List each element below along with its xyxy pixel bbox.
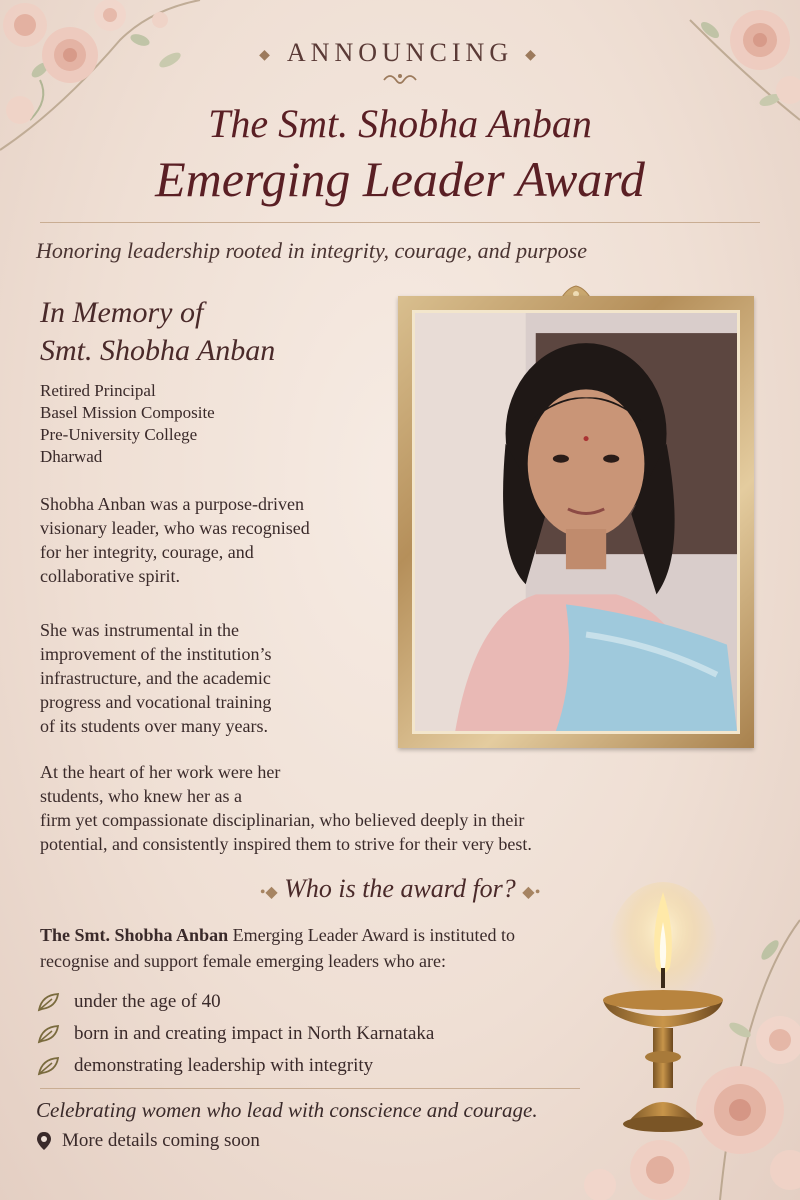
closing-line: Celebrating women who lead with conscience and courage. [36,1098,538,1122]
diamond-ornament-icon: ◆• [522,884,541,901]
criteria-item [36,1050,596,1082]
award-intro [40,922,600,974]
bio-line: progress and vocational training [40,692,272,712]
bio-line: visionary leader, who was recognised [40,518,310,538]
divider-top [40,222,760,223]
dot-ornament-right: ◆ [525,47,541,63]
criteria-text: under the age of 40 [74,991,221,1012]
more-details [36,1130,260,1152]
affiliation [40,380,215,468]
award-name-bold: The Smt. Shobha Anban [40,925,229,945]
portrait-frame [398,296,754,748]
affiliation-line: Pre-University College [40,425,198,444]
more-details-text: More details coming soon [62,1130,260,1151]
bio-line: firm yet compassionate disciplinarian, who believed deeply in their [40,810,525,830]
affiliation-line: Dharwad [40,447,103,466]
memory-heading-line2: Smt. Shobha Anban [40,334,276,367]
leaf-icon [36,1055,62,1077]
diamond-ornament-icon: •◆ [259,884,278,901]
memory-heading-line1: In Memory of [40,296,204,329]
bio-line: She was instrumental in the [40,620,239,640]
bio-line: Shobha Anban was a purpose-driven [40,494,304,514]
bio-line: improvement of the institution’s [40,644,272,664]
bio-line: At the heart of her work were her [40,762,281,782]
bio-line: students, who knew her as a [40,786,242,806]
criteria-text: born in and creating impact in North Karnataka [74,1023,435,1044]
oil-lamp-icon [598,882,728,1142]
leaf-icon [36,1023,62,1045]
award-title-line1: The Smt. Shobha Anban [208,101,592,146]
portrait-illustration [415,313,737,731]
criteria-text: demonstrating leadership with integrity [74,1055,374,1076]
bio-line: infrastructure, and the academic [40,668,271,688]
scroll-ornament-icon [380,70,420,90]
bio-line: collaborative spirit. [40,566,180,586]
portrait-photo [412,310,740,734]
bio-line: potential, and consistently inspired them to strive for their very best. [40,834,532,854]
affiliation-line: Basel Mission Composite [40,403,215,422]
announcing-label [0,38,800,68]
location-pin-icon [36,1131,52,1151]
bio-paragraph-2 [40,618,271,738]
announcing-text: ANNOUNCING [286,38,514,67]
subtitle: Honoring leadership rooted in integrity, courage, and purpose [36,238,587,263]
affiliation-line: Retired Principal [40,381,156,400]
bio-line: for her integrity, courage, and [40,542,254,562]
leaf-icon [36,991,62,1013]
award-intro-rest: Emerging Leader Award is instituted to [228,925,516,945]
bio-paragraph-1 [40,492,310,588]
award-title-line2: Emerging Leader Award [155,151,645,207]
award-intro-line2: recognise and support female emerging leaders who are: [40,951,447,971]
award-heading-text: Who is the award for? [284,874,516,903]
criteria-item [36,1018,596,1050]
criteria-list [36,986,596,1082]
dot-ornament-left: ◆ [259,47,275,63]
divider-bottom [40,1088,580,1089]
bio-paragraph-3 [40,760,532,856]
criteria-item [36,986,596,1018]
bio-line: of its students over many years. [40,716,268,736]
award-intro-line1 [40,922,600,948]
